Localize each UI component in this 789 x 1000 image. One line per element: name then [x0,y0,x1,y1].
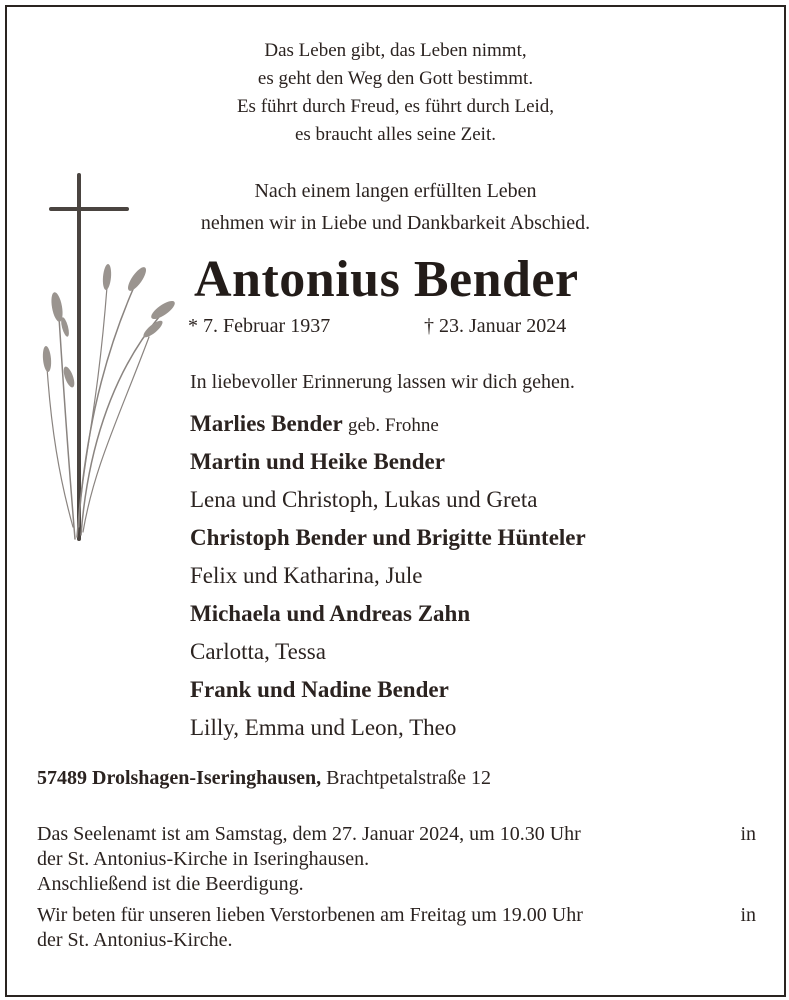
address [37,767,491,790]
service-line: der St. Antonius-Kirche in Iseringhausen. [37,848,370,870]
intro-line: nehmen wir in Liebe und Dankbarkeit Abschied. [200,212,591,234]
poem-line: es geht den Weg den Gott bestimmt. [257,68,534,89]
maiden-name-note: geb. Frohne [348,415,439,436]
intro-line: Nach einem langen erfüllten Leben [254,180,537,202]
death-date: † 23. Januar 2024 [424,315,567,337]
poem-line: es braucht alles seine Zeit. [294,124,496,145]
service-info [37,822,756,953]
family-member: Frank und Nadine Bender [190,677,449,702]
service-line [37,822,756,847]
family-member [190,409,586,447]
deceased-name: Antonius Bender [194,251,579,308]
family-member: Martin und Heike Bender [190,449,445,474]
address-place: 57489 Drolshagen-Iseringhausen, [37,767,322,789]
family-children: Lena und Christoph, Lukas und Greta [190,487,538,512]
cross-with-wheat-icon [39,167,189,542]
service-text: Wir beten für unseren lieben Verstorbenen am Freitag um 19.00 Uhr [37,904,583,926]
service-text: in [740,904,756,926]
service-text: in [740,823,756,845]
family-member: Michaela und Andreas Zahn [190,601,471,626]
poem [7,37,784,149]
service-line: Anschließend ist die Beerdigung. [37,873,304,895]
birth-date: * 7. Februar 1937 [188,315,331,337]
family-children: Lilly, Emma und Leon, Theo [190,715,457,740]
family-member: Christoph Bender und Brigitte Hünteler [190,525,586,550]
obituary-card [5,5,786,997]
service-text: Das Seelenamt ist am Samstag, dem 27. Januar 2024, um 10.30 Uhr [37,823,581,845]
family-children: Felix und Katharina, Jule [190,563,423,588]
life-dates [188,315,567,338]
family-list [190,409,586,751]
address-street: Brachtpetalstraße 12 [326,767,492,789]
service-line [37,903,756,928]
poem-line: Es führt durch Freud, es führt durch Leid, [236,96,555,117]
poem-line: Das Leben gibt, das Leben nimmt, [264,40,527,61]
family-children: Carlotta, Tessa [190,639,326,664]
family-member-name: Marlies Bender [190,411,343,436]
farewell-text: In liebevoller Erinnerung lassen wir dich gehen. [190,371,575,393]
service-line: der St. Antonius-Kirche. [37,929,233,951]
